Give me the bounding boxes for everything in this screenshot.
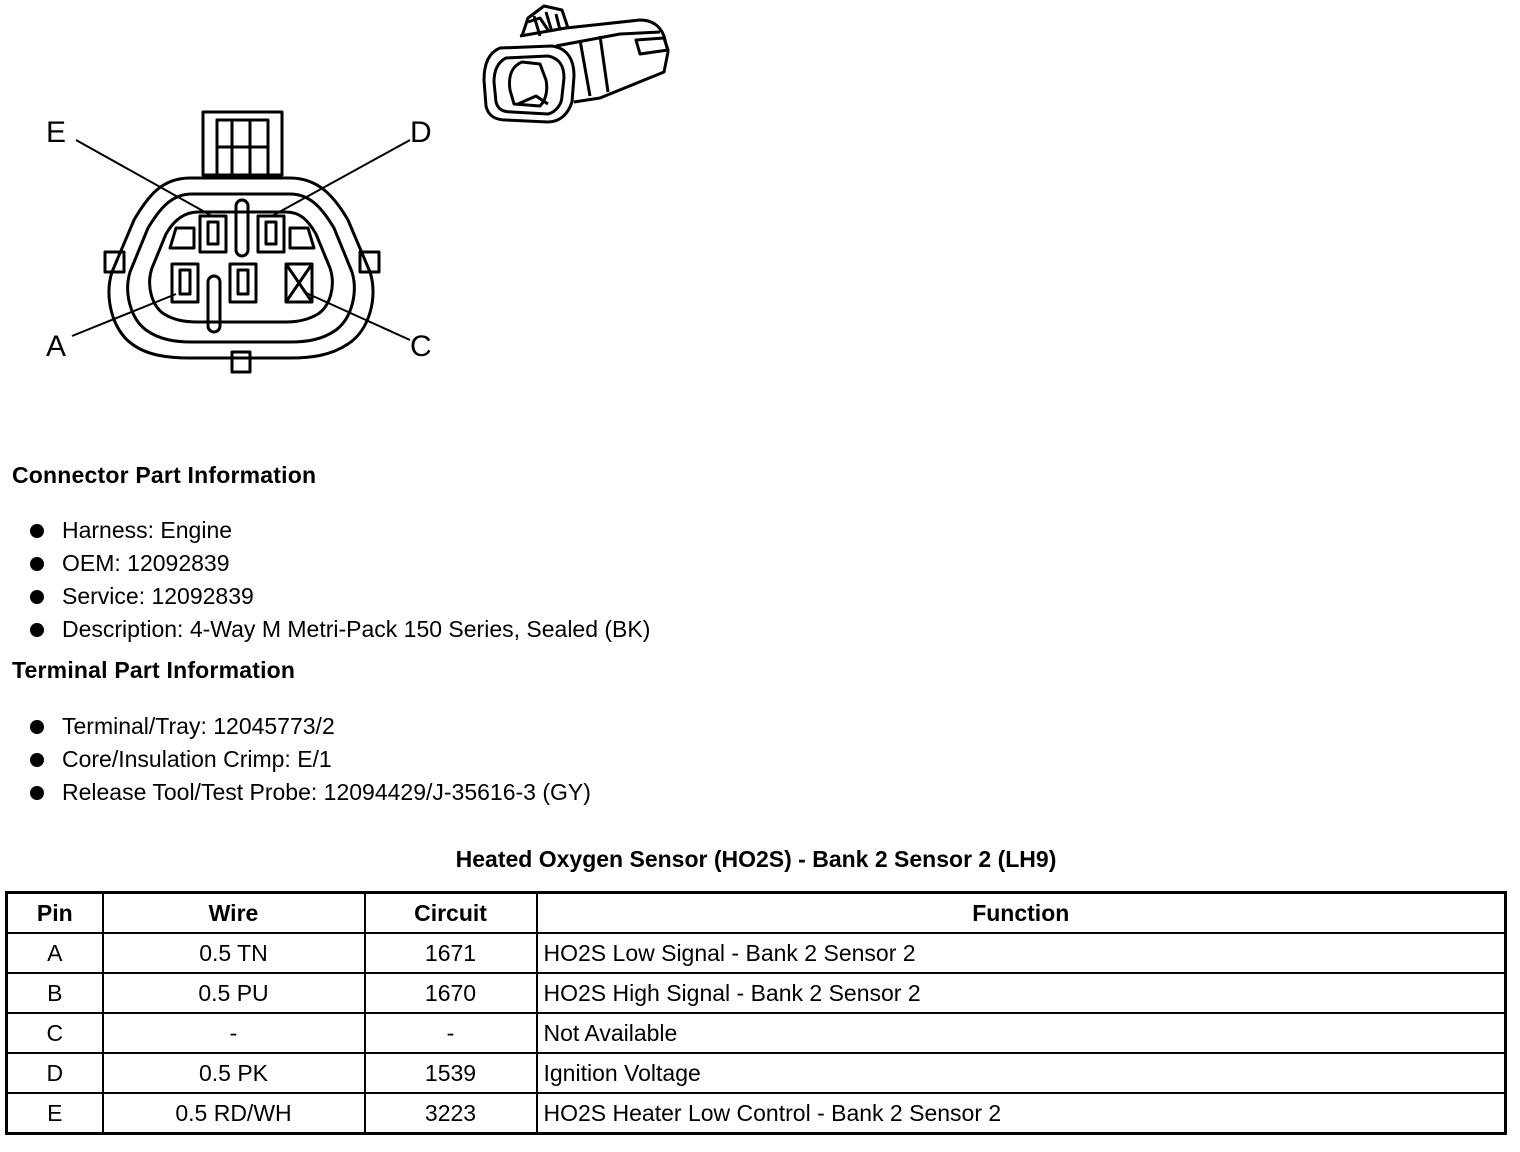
cell-wire: 0.5 PK (103, 1053, 365, 1093)
list-item-text: Harness: Engine (62, 517, 233, 543)
terminal-info-heading: Terminal Part Information (12, 657, 296, 683)
cell-function: HO2S Low Signal - Bank 2 Sensor 2 (537, 933, 1506, 973)
pin-label-e: E (46, 116, 67, 149)
cell-circuit: 1670 (365, 973, 537, 1013)
cell-pin: B (7, 973, 103, 1013)
list-item-text: Service: 12092839 (62, 583, 254, 609)
cell-function: HO2S Heater Low Control - Bank 2 Sensor 2 (537, 1093, 1506, 1134)
bullet-icon (30, 623, 44, 637)
list-item (28, 514, 650, 547)
bullet-icon (30, 786, 44, 800)
connector-info-heading: Connector Part Information (12, 462, 317, 488)
cell-wire: - (103, 1013, 365, 1053)
pinout-table (5, 891, 1507, 1135)
bullet-icon (30, 590, 44, 604)
column-header-function: Function (537, 893, 1506, 934)
connector-3d-icon (484, 6, 668, 122)
bullet-icon (30, 524, 44, 538)
cell-circuit: 1539 (365, 1053, 537, 1093)
list-item-text: OEM: 12092839 (62, 550, 230, 576)
table-row (7, 1093, 1506, 1134)
cell-wire: 0.5 PU (103, 973, 365, 1013)
column-header-circuit: Circuit (365, 893, 537, 934)
table-row (7, 1013, 1506, 1053)
connector-face-icon (105, 112, 379, 372)
list-item (28, 776, 591, 809)
cell-function: Ignition Voltage (537, 1053, 1506, 1093)
cell-wire: 0.5 TN (103, 933, 365, 973)
list-item (28, 710, 591, 743)
pin-callout-lines (72, 140, 410, 340)
cell-wire: 0.5 RD/WH (103, 1093, 365, 1134)
list-item-text: Description: 4-Way M Metri-Pack 150 Series, Sealed (BK) (62, 616, 651, 642)
cell-pin: A (7, 933, 103, 973)
table-title: Heated Oxygen Sensor (HO2S) - Bank 2 Sensor 2 (LH9) (455, 846, 1057, 872)
terminal-info-list (28, 710, 591, 809)
cell-pin: C (7, 1013, 103, 1053)
cell-pin: E (7, 1093, 103, 1134)
table-row (7, 973, 1506, 1013)
cell-circuit: 3223 (365, 1093, 537, 1134)
connector-diagram (0, 0, 700, 420)
list-item (28, 743, 591, 776)
cell-function: HO2S High Signal - Bank 2 Sensor 2 (537, 973, 1506, 1013)
cell-circuit: 1671 (365, 933, 537, 973)
pin-label-a: A (46, 330, 67, 363)
list-item-text: Release Tool/Test Probe: 12094429/J-35616-3 (GY) (62, 779, 591, 805)
list-item-text: Core/Insulation Crimp: E/1 (62, 746, 332, 772)
pin-label-d: D (410, 116, 432, 149)
connector-info-list (28, 514, 650, 646)
list-item-text: Terminal/Tray: 12045773/2 (62, 713, 335, 739)
table-row (7, 933, 1506, 973)
column-header-pin: Pin (7, 893, 103, 934)
bullet-icon (30, 720, 44, 734)
column-header-wire: Wire (103, 893, 365, 934)
table-header-row (7, 893, 1506, 934)
bullet-icon (30, 753, 44, 767)
cell-circuit: - (365, 1013, 537, 1053)
table-row (7, 1053, 1506, 1093)
list-item (28, 613, 650, 646)
cell-function: Not Available (537, 1013, 1506, 1053)
list-item (28, 580, 650, 613)
list-item (28, 547, 650, 580)
cell-pin: D (7, 1053, 103, 1093)
bullet-icon (30, 557, 44, 571)
pin-label-c: C (410, 330, 432, 363)
